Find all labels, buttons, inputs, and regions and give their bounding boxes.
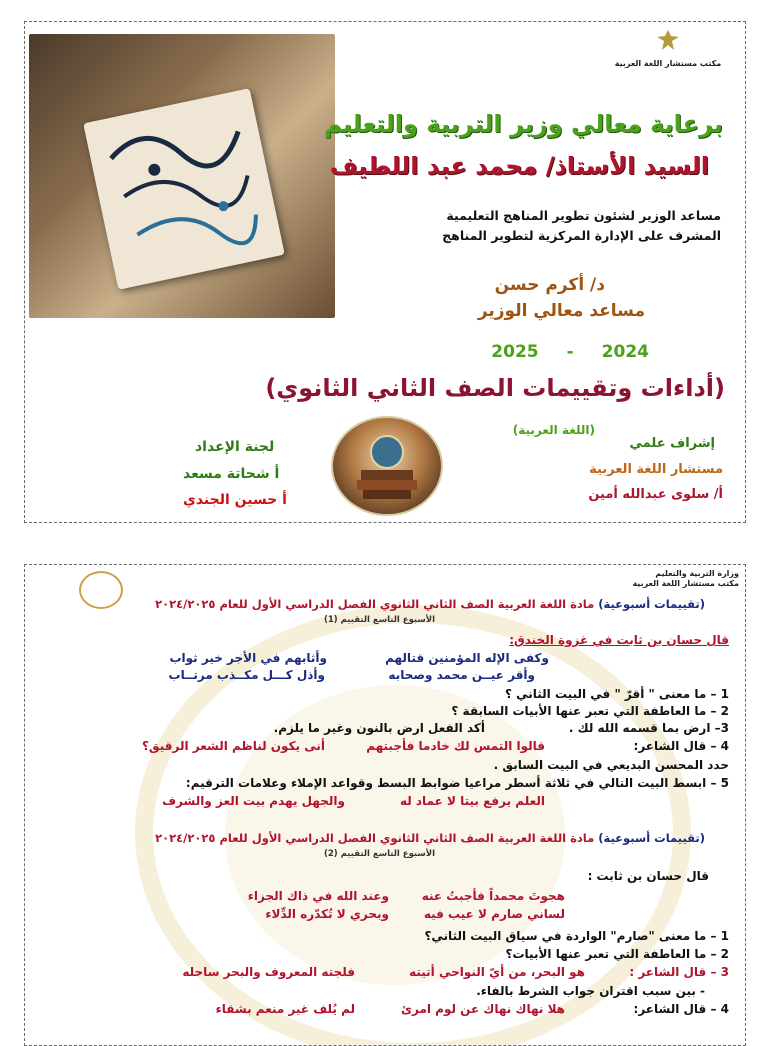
minister-name: السيد الأستاذ/ محمد عبد اللطيف — [329, 152, 709, 180]
header-text: مادة اللغة العربية الصف الثاني الثانوي الفصل الدراسي الأول للعام ٢٠٢٤/٢٠٢٥ — [155, 831, 595, 845]
evaluation-2-header — [155, 831, 705, 845]
year-separator: - — [566, 342, 574, 362]
books-globe-image — [331, 416, 443, 516]
e2-question-3-verse-b: فلجته المعروف والبحر ساحله — [182, 965, 355, 979]
evaluation-page — [24, 564, 746, 1046]
ministry-line-1: وزارة التربية والتعليم — [655, 569, 739, 578]
e2-verse-1-first-half: هجوتَ محمداً فأجبتُ عنه — [421, 889, 565, 903]
header-text: مادة اللغة العربية الصف الثاني الثانوي الفصل الدراسي الأول للعام ٢٠٢٤/٢٠٢٥ — [155, 597, 595, 611]
e2-verse-1-second-half: وعند الله في ذاك الجزاء — [247, 889, 389, 903]
question-4-label: 4 – قال الشاعر: — [633, 739, 729, 753]
patronage-title: برعاية معالي وزير التربية والتعليم — [324, 110, 723, 138]
assistant-role: مساعد معالي الوزير — [477, 301, 645, 321]
ministry-logo — [613, 28, 723, 68]
e2-verse-2-second-half: وبحري لا تُكدّره الدِّلاء — [265, 907, 389, 921]
evaluation-1-intro: قال حسان بن ثابت في غزوة الخندق: — [509, 633, 729, 647]
year-start: 2024 — [601, 342, 649, 362]
main-title: (أداءات وتقييمات الصف الثاني الثانوي) — [265, 374, 725, 402]
ministry-line-2: مكتب مستشار اللغة العربية — [632, 579, 739, 588]
question-4-task: حدد المحسن البديعي في البيت السابق . — [493, 758, 729, 772]
committee-member-1: أ شحاتة مسعد — [183, 466, 280, 482]
question-5-verse-a: العلم يرفع بيتا لا عماد له — [399, 794, 545, 808]
assistant-line-2: المشرف على الإدارة المركزية لتطوير المناهج — [442, 228, 721, 243]
question-3-b: أكد الفعل ارض بالنون وغير ما يلزم. — [273, 721, 485, 735]
header-prefix: (تقييمات أسبوعية) — [598, 831, 705, 845]
e2-verse-2-first-half: لساني صارم لا عيب فيه — [423, 907, 565, 921]
e2-question-3-label: 3 – قال الشاعر : — [629, 965, 729, 979]
question-5: 5 – ابسط البيت التالي في ثلاثة أسطر مراعيا ضوابط البسط وقواعد الإملاء وعلامات الترقيم: — [185, 776, 729, 790]
ministry-caption: مكتب مستشار اللغة العربية — [614, 59, 722, 68]
e2-question-1: 1 – ما معنى "صارم" الواردة في سياق البيت الثاني؟ — [424, 929, 729, 943]
calligraphy-cover-image — [29, 34, 335, 318]
e2-question-2: 2 – ما العاطفة التي تعبر عنها الأبيات؟ — [505, 947, 729, 961]
committee-member-2: أ حسين الجندي — [183, 492, 287, 508]
ministry-emblem-icon — [79, 571, 123, 609]
verse-1-first-half: وكفى الإله المؤمنين قتالهم — [385, 651, 549, 665]
verse-2-first-half: وأقر عيــن محمد وصحابه — [388, 668, 535, 682]
e2-question-3-verse-a: هو البحر، من أيّ النواحي أتيته — [409, 965, 585, 979]
question-2: 2 – ما العاطفة التي تعبر عنها الأبيات السابقة ؟ — [451, 704, 729, 718]
eagle-emblem-icon — [655, 28, 681, 54]
question-4-verse-a: قالوا التمس لك خادما فأجبتهم — [366, 739, 545, 753]
preparation-committee-title: لجنة الإعداد — [195, 439, 275, 455]
e2-question-4-verse-b: لم يُلف غير منعم بشقاء — [215, 1002, 355, 1016]
evaluation-1-header — [155, 597, 705, 611]
question-5-verse-b: والجهل يهدم بيت العز والشرف — [162, 794, 345, 808]
year-end: 2025 — [491, 342, 539, 362]
e2-question-4-verse-a: هلا نهاك نهاك عن لوم امرئ — [400, 1002, 565, 1016]
academic-year — [491, 342, 649, 362]
header-prefix: (تقييمات أسبوعية) — [598, 597, 705, 611]
question-3-a: 3– ارض بما قسمه الله لك . — [568, 721, 729, 735]
supervisor-role: مستشار اللغة العربية — [589, 462, 723, 477]
subject-tag: (اللغة العربية) — [512, 423, 595, 437]
verse-1-second-half: وأثابهم في الأجر خير ثواب — [169, 651, 327, 665]
evaluation-1-week: الأسبوع التاسع التقييم (1) — [323, 615, 435, 625]
e2-question-4-label: 4 – قال الشاعر: — [633, 1002, 729, 1016]
scientific-supervision-title: إشراف علمي — [629, 436, 715, 451]
evaluation-2-week: الأسبوع التاسع التقييم (2) — [323, 849, 435, 859]
supervisor-name: أ/ سلوى عبدالله أمين — [588, 487, 723, 502]
question-4-verse-b: أنى يكون لناظم الشعر الرقيق؟ — [141, 739, 325, 753]
ministry-header — [632, 569, 739, 589]
e2-question-3-task: - بين سبب اقتران جواب الشرط بالفاء. — [476, 984, 705, 998]
cover-page — [24, 21, 746, 523]
assistant-line-1: مساعد الوزير لشئون تطوير المناهج التعليمية — [446, 208, 721, 223]
question-1: 1 – ما معنى " أقرّ " في البيت الثاني ؟ — [504, 687, 729, 701]
calligraphy-paper — [83, 88, 285, 290]
verse-2-second-half: وأذل كـــل مكــذب مرتــاب — [168, 668, 325, 682]
evaluation-2-intro: قال حسان بن ثابت : — [587, 869, 709, 883]
assistant-name: د/ أكرم حسن — [494, 275, 605, 295]
